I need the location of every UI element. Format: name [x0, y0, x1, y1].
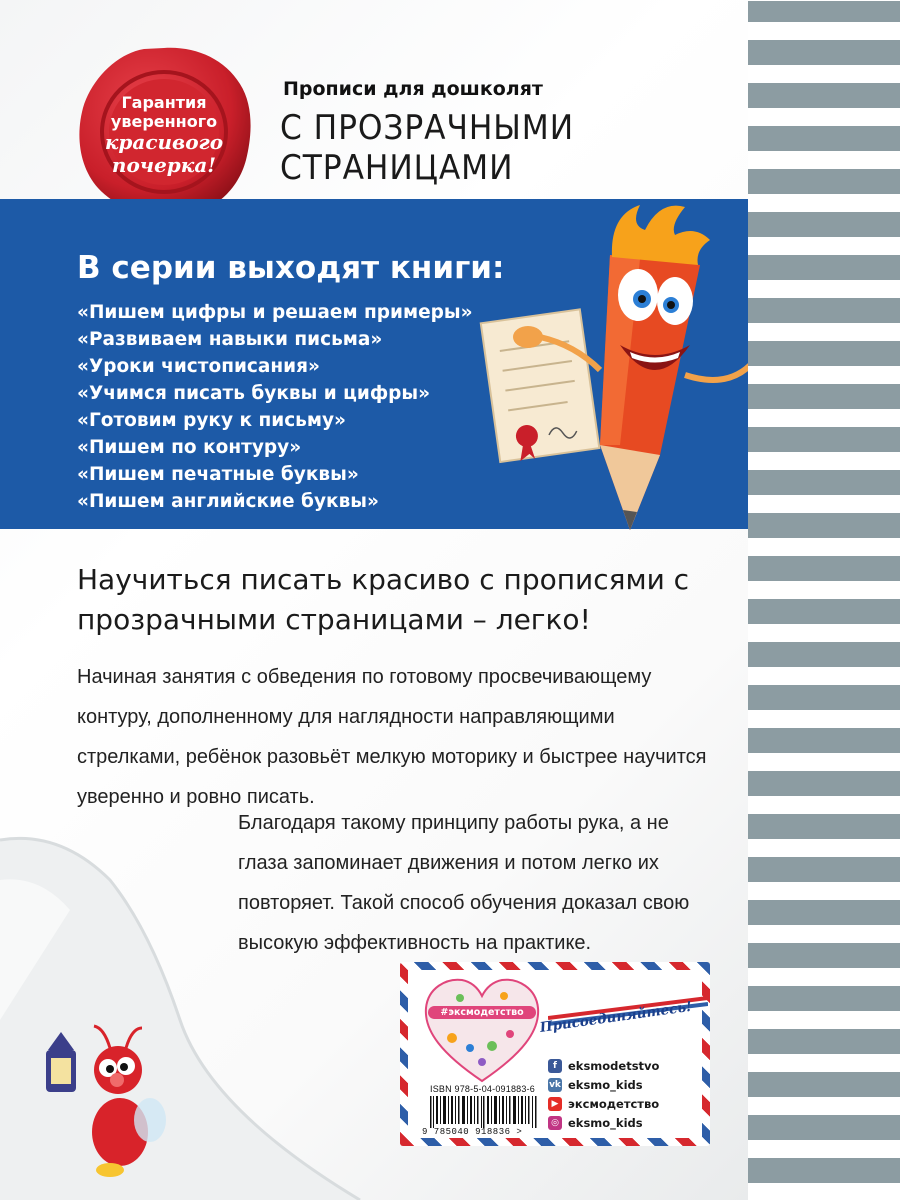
social-promo-card [400, 962, 710, 1146]
book-title: «Учимся писать буквы и цифры» [77, 383, 431, 404]
description-paragraph: Начиная занятия с обведения по готовому просвечивающему контуру, дополненному для наглядности направляющими стрелками, ребёнок разовьёт мелкую моторику и быстрее научится уверенно и ровно писать. [77, 666, 707, 808]
social-handle: eksmo_kids [568, 1115, 643, 1130]
barcode-number: 9 785040 918836 > [422, 1127, 523, 1137]
description-paragraph: Благодаря такому принципу работы рука, а не глаза запоминает движения и потом легко их повторяет. Такой способ обучения доказал свою высокую эффективность на практике. [238, 812, 690, 954]
pencil-mascot-illustration [470, 195, 748, 540]
series-subtitle: Прописи для дошколят [283, 78, 543, 100]
social-item-facebook[interactable] [548, 1056, 659, 1075]
seal-text-line: красивого [104, 129, 224, 154]
series-title: С ПРОЗРАЧНЫМИ СТРАНИЦАМИ [280, 108, 575, 188]
isbn-label: ISBN 978-5-04-091883-6 [430, 1084, 535, 1094]
instagram-icon: ◎ [548, 1116, 562, 1130]
guarantee-seal [74, 44, 254, 219]
book-title: «Готовим руку к письму» [77, 410, 347, 431]
series-book-list [77, 299, 473, 515]
seal-text-line: Гарантия [121, 92, 207, 112]
seal-text-line: уверенного [110, 111, 218, 131]
hashtag-label: #эксмодетство [428, 1006, 536, 1019]
social-handle: eksmodetstvo [568, 1058, 660, 1073]
social-handle: эксмодетство [568, 1096, 660, 1111]
book-title: «Пишем по контуру» [77, 437, 302, 458]
promo-card-inner [408, 970, 702, 1138]
bug-mascot-illustration [38, 1020, 168, 1180]
seal-text-line: почерка! [111, 152, 217, 177]
book-title: «Пишем печатные буквы» [77, 464, 359, 485]
social-item-instagram[interactable] [548, 1113, 659, 1132]
striped-spine-decoration [748, 0, 900, 1200]
book-title: «Уроки чистописания» [77, 356, 320, 377]
youtube-icon: ▶ [548, 1097, 562, 1111]
social-handle: eksmo_kids [568, 1077, 643, 1092]
vk-icon: vk [549, 1079, 561, 1090]
heart-icon [422, 976, 542, 1086]
social-item-youtube[interactable] [548, 1094, 659, 1113]
main-headline: Научиться писать красиво с прописями с прозрачными страницами – легко! [77, 563, 690, 636]
join-us-label: Присоединяйтесь! [538, 998, 693, 1036]
series-heading: В серии выходят книги: [77, 250, 505, 286]
book-title: «Пишем английские буквы» [77, 491, 379, 512]
social-links [548, 1056, 659, 1132]
book-title: «Развиваем навыки письма» [77, 329, 383, 350]
book-title: «Пишем цифры и решаем примеры» [77, 302, 473, 323]
barcode-icon [430, 1096, 538, 1128]
social-item-vk[interactable] [548, 1075, 659, 1094]
facebook-icon: f [548, 1059, 562, 1073]
